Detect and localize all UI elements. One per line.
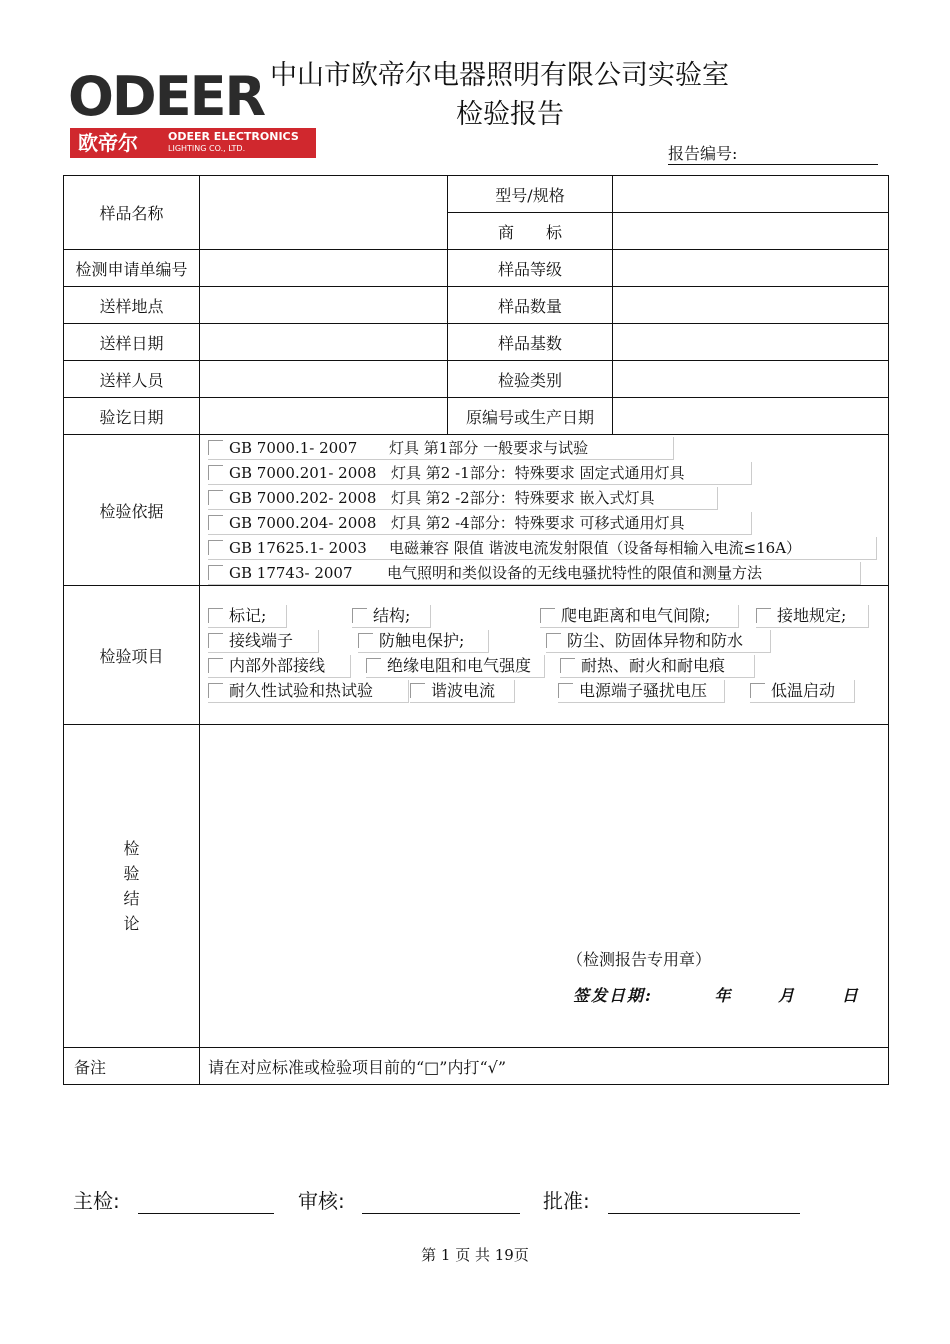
checkbox-icon[interactable] [558,683,573,698]
reviewer-label: 审核: [298,1189,345,1213]
checkbox-icon[interactable] [358,633,373,648]
checkbox-icon[interactable] [208,515,223,530]
sample-base-label: 样品基数 [448,324,613,361]
sign-date-label: 签发日期: [573,986,653,1005]
lab-title: 中山市欧帝尔电器照明有限公司实验室 [270,60,729,91]
basis-code: GB 7000.1- 2007 [229,439,358,457]
inspection-type-label: 检验类别 [448,361,613,398]
checkbox-icon[interactable] [546,633,561,648]
logo-en-name: ODEER ELECTRONICS [168,130,299,143]
basis-desc: 灯具 第1部分 一般要求与试验 [389,439,589,457]
completion-date-label: 验讫日期 [64,398,200,435]
report-title: 检验报告 [456,99,564,130]
item-low-temp-start[interactable] [750,680,855,703]
item-endurance[interactable] [208,680,409,703]
conclusion-char: 论 [123,914,140,933]
sign-day: 日 [841,986,860,1005]
checkbox-icon[interactable] [750,683,765,698]
basis-code: GB 17743- 2007 [229,564,353,582]
remark-label: 备注 [64,1048,200,1085]
report-stamp-text: （检测报告专用章） [567,950,712,969]
item-construction[interactable] [352,605,431,628]
application-no-field[interactable] [200,250,448,287]
item-label: 结构; [373,606,411,625]
sample-name-label: 样品名称 [64,176,200,250]
original-no-label: 原编号或生产日期 [448,398,613,435]
inspection-basis-label: 检验依据 [64,435,200,586]
basis-desc: 灯具 第2 -1部分：特殊要求 固定式通用灯具 [391,464,685,482]
checkbox-icon[interactable] [208,490,223,505]
basis-code: GB 17625.1- 2003 [229,539,367,557]
basis-item[interactable] [208,537,877,560]
conclusion-char: 结 [123,889,140,908]
sample-grade-field[interactable] [613,250,889,287]
checkbox-icon[interactable] [208,683,223,698]
checkbox-icon[interactable] [208,465,223,480]
checkbox-icon[interactable] [208,565,223,580]
checkbox-icon[interactable] [756,608,771,623]
basis-code: GB 7000.201- 2008 [229,464,377,482]
checkbox-icon[interactable] [540,608,555,623]
item-label: 耐热、耐火和耐电痕 [581,656,726,675]
item-harmonic[interactable] [410,680,515,703]
page-number: 第 1 页 共 19页 [421,1246,529,1264]
inspector-signature-line[interactable] [138,1213,274,1214]
item-creepage[interactable] [540,605,739,628]
basis-item[interactable] [208,562,861,585]
delivery-place-field[interactable] [200,287,448,324]
approver-label: 批准: [543,1189,590,1213]
basis-desc: 灯具 第2 -4部分：特殊要求 可移式通用灯具 [391,514,685,532]
logo-wordmark: ODEER [68,65,265,128]
checkbox-icon[interactable] [366,658,381,673]
delivery-person-label: 送样人员 [64,361,200,398]
logo-en-sub: LIGHTING CO., LTD. [168,144,246,153]
item-heat-fire[interactable] [560,655,755,678]
item-terminals[interactable] [208,630,319,653]
item-label: 内部外部接线 [229,656,326,675]
report-form-table [63,175,889,1085]
basis-desc: 电磁兼容 限值 谐波电流发射限值（设备每相输入电流≤16A） [389,539,802,557]
trademark-field[interactable] [613,213,889,250]
sample-base-field[interactable] [613,324,889,361]
sample-quantity-label: 样品数量 [448,287,613,324]
reviewer-signature-line[interactable] [362,1213,520,1214]
logo-band [70,128,316,158]
item-label: 防触电保护; [379,631,465,650]
item-wiring[interactable] [208,655,351,678]
item-earthing[interactable] [756,605,869,628]
inspection-type-field[interactable] [613,361,889,398]
remark-text: 请在对应标准或检验项目前的“□”内打“√” [200,1048,889,1085]
sample-quantity-field[interactable] [613,287,889,324]
checkbox-icon[interactable] [208,608,223,623]
item-label: 接线端子 [229,631,294,650]
item-ingress-protection[interactable] [546,630,771,653]
sign-date [573,983,860,1006]
basis-item[interactable] [208,487,718,510]
inspector-label: 主检: [73,1189,120,1213]
checkbox-icon[interactable] [208,540,223,555]
sign-year: 年 [714,986,733,1005]
checkbox-icon[interactable] [560,658,575,673]
item-label: 标记; [229,606,267,625]
item-label: 绝缘电阻和电气强度 [387,656,532,675]
sign-month: 月 [778,986,797,1005]
item-label: 耐久性试验和热试验 [229,681,374,700]
inspection-items-label: 检验项目 [64,586,200,725]
item-shock-protection[interactable] [358,630,489,653]
item-insulation[interactable] [366,655,545,678]
checkbox-icon[interactable] [208,633,223,648]
item-label: 爬电距离和电气间隙; [561,606,711,625]
conclusion-char: 验 [123,864,140,883]
item-label: 接地规定; [777,606,847,625]
basis-code: GB 7000.204- 2008 [229,514,377,532]
delivery-person-field[interactable] [200,361,448,398]
checkbox-icon[interactable] [208,440,223,455]
application-no-label: 检测申请单编号 [64,250,200,287]
delivery-date-label: 送样日期 [64,324,200,361]
report-number-field[interactable]: 报告编号: [668,144,878,165]
basis-desc: 灯具 第2 -2部分：特殊要求 嵌入式灯具 [391,489,655,507]
item-marking[interactable] [208,605,287,628]
approver-signature-line[interactable] [608,1213,800,1214]
logo-cn-name: 欧帝尔 [78,131,138,155]
item-label: 电源端子骚扰电压 [579,681,708,700]
item-terminal-voltage[interactable] [558,680,725,703]
basis-desc: 电气照明和类似设备的无线电骚扰特性的限值和测量方法 [387,564,763,582]
basis-item[interactable] [208,462,752,485]
delivery-place-label: 送样地点 [64,287,200,324]
sample-grade-label: 样品等级 [448,250,613,287]
checkbox-icon[interactable] [208,658,223,673]
conclusion-label [64,725,200,1048]
model-spec-field[interactable] [613,176,889,213]
basis-item[interactable] [208,512,752,535]
model-spec-label: 型号/规格 [448,176,613,213]
original-no-field[interactable] [613,398,889,435]
item-label: 防尘、防固体异物和防水 [567,631,744,650]
trademark-label: 商 标 [448,213,613,250]
checkbox-icon[interactable] [410,683,425,698]
conclusion-field[interactable] [200,725,889,1048]
item-label: 谐波电流 [431,681,496,700]
sample-name-field[interactable] [200,176,448,250]
basis-item[interactable] [208,437,674,460]
inspection-items-cell [200,586,889,725]
inspection-basis-cell [200,435,889,586]
checkbox-icon[interactable] [352,608,367,623]
conclusion-char: 检 [123,839,140,858]
basis-code: GB 7000.202- 2008 [229,489,377,507]
item-label: 低温启动 [771,681,836,700]
delivery-date-field[interactable] [200,324,448,361]
completion-date-field[interactable] [200,398,448,435]
